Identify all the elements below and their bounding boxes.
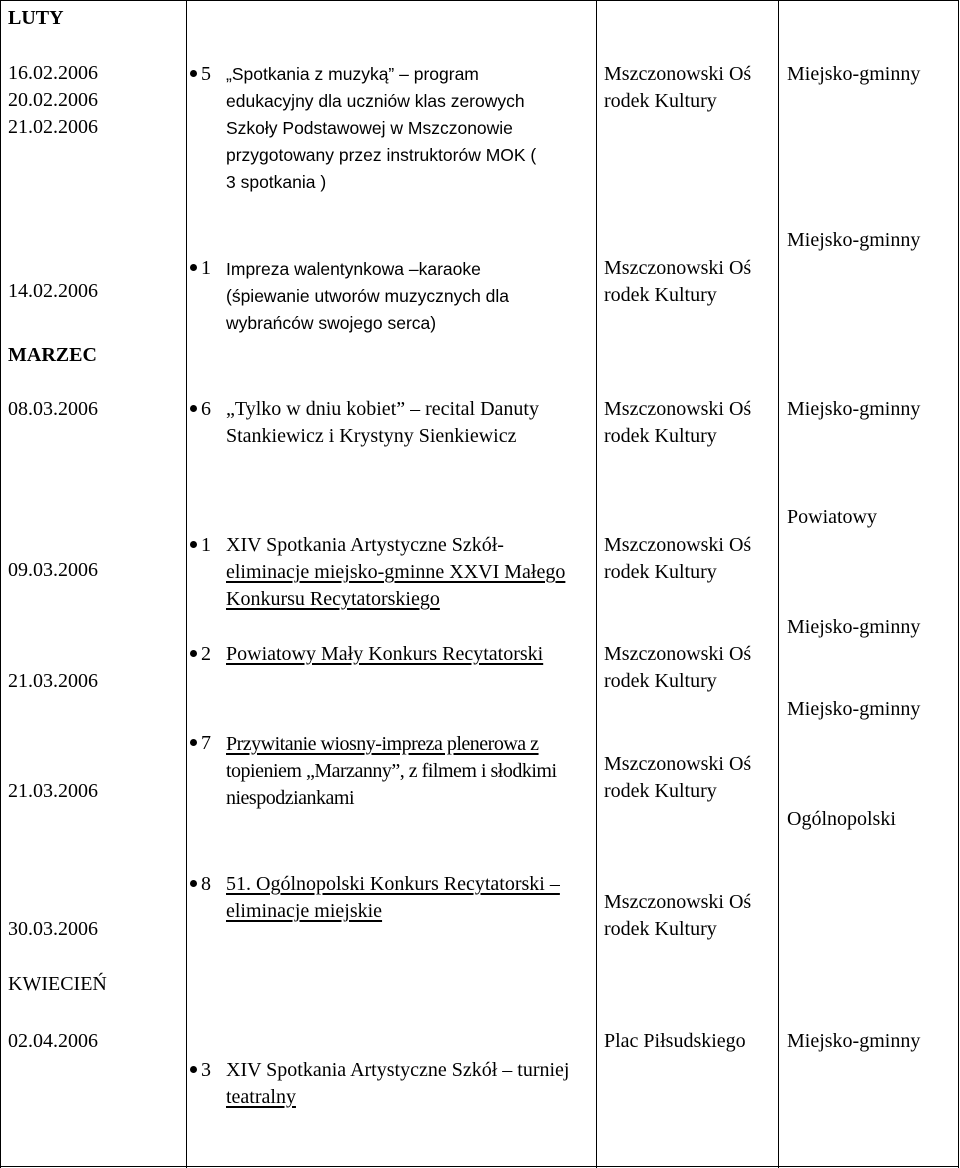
- venue-line: Mszczonowski Oś: [604, 257, 752, 279]
- event-date: 08.03.2006: [8, 398, 98, 420]
- event-date: 21.03.2006: [8, 780, 98, 802]
- venue-line: rodek Kultury: [604, 90, 717, 112]
- event-date: 16.02.2006: [8, 62, 98, 84]
- bullet-icon: [190, 541, 197, 548]
- event-description-line: „Tylko w dniu kobiet” – recital Danuty: [226, 398, 539, 420]
- event-scope: Miejsko-gminny: [787, 63, 921, 85]
- event-description-line: wybrańców swojego serca): [226, 313, 437, 333]
- event-description-line: Szkoły Podstawowej w Mszczonowie: [226, 118, 513, 138]
- event-scope: Powiatowy: [787, 506, 877, 528]
- event-number: 1: [201, 534, 211, 556]
- bullet-icon: [190, 650, 197, 657]
- event-description-line: eliminacje miejskie: [226, 900, 383, 922]
- table-border-bottom: [0, 1166, 959, 1167]
- event-date: 09.03.2006: [8, 559, 98, 581]
- table-border-left: [0, 0, 1, 1168]
- month-heading: LUTY: [8, 7, 64, 29]
- month-heading: MARZEC: [8, 344, 97, 366]
- event-description-line: Konkursu Recytatorskiego: [226, 588, 440, 610]
- event-number: 8: [201, 873, 211, 895]
- event-number: 6: [201, 398, 211, 420]
- column-divider: [186, 0, 187, 1168]
- column-divider: [778, 0, 779, 1168]
- event-description-line: XIV Spotkania Artystyczne Szkół-: [226, 534, 504, 556]
- event-description-line: 3 spotkania ): [226, 172, 327, 192]
- month-heading: KWIECIEŃ: [8, 973, 107, 995]
- event-date: 20.02.2006: [8, 89, 98, 111]
- bullet-icon: [190, 264, 197, 271]
- venue-line: rodek Kultury: [604, 284, 717, 306]
- venue-line: rodek Kultury: [604, 670, 717, 692]
- event-scope: Miejsko-gminny: [787, 398, 921, 420]
- event-number: 3: [201, 1059, 211, 1081]
- venue-line: rodek Kultury: [604, 780, 717, 802]
- column-divider: [596, 0, 597, 1168]
- event-number: 7: [201, 732, 211, 754]
- event-date: 14.02.2006: [8, 280, 98, 302]
- bullet-icon: [190, 70, 197, 77]
- event-date: 02.04.2006: [8, 1030, 98, 1052]
- venue-name: Plac Piłsudskiego: [604, 1030, 746, 1052]
- event-scope: Miejsko-gminny: [787, 616, 921, 638]
- event-number: 1: [201, 257, 211, 279]
- event-scope: Ogólnopolski: [787, 808, 896, 830]
- bullet-icon: [190, 405, 197, 412]
- venue-line: Mszczonowski Oś: [604, 891, 752, 913]
- event-description-line: topieniem „Marzanny”, z filmem i słodkimi: [226, 760, 557, 782]
- event-number: 5: [201, 63, 211, 85]
- venue-line: rodek Kultury: [604, 918, 717, 940]
- event-description-line: edukacyjny dla uczniów klas zerowych: [226, 91, 525, 111]
- venue-line: Mszczonowski Oś: [604, 753, 752, 775]
- event-description-line: eliminacje miejsko-gminne XXVI Małego: [226, 561, 566, 583]
- event-number: 2: [201, 643, 211, 665]
- table-border-top: [0, 0, 959, 1]
- event-description-line: [226, 731, 539, 758]
- event-description-line: „Spotkania z muzyką” – program: [226, 64, 479, 84]
- event-description-line: (śpiewanie utworów muzycznych dla: [226, 286, 510, 306]
- venue-line: rodek Kultury: [604, 425, 717, 447]
- bullet-icon: [190, 880, 197, 887]
- venue-line: Mszczonowski Oś: [604, 534, 752, 556]
- venue-line: rodek Kultury: [604, 561, 717, 583]
- venue-line: Mszczonowski Oś: [604, 398, 752, 420]
- event-title-part: Przywitanie wiosny-impreza plenerowa z: [226, 733, 539, 755]
- bullet-icon: [190, 1066, 197, 1073]
- event-description-line: Stankiewicz i Krystyny Sienkiewicz: [226, 425, 517, 447]
- event-description-line: teatralny: [226, 1086, 296, 1108]
- event-description-line: Powiatowy Mały Konkurs Recytatorski: [226, 643, 544, 665]
- event-description-line: 51. Ogólnopolski Konkurs Recytatorski –: [226, 873, 560, 895]
- table-border-right: [958, 0, 959, 1168]
- event-scope: Miejsko-gminny: [787, 229, 921, 251]
- venue-line: Mszczonowski Oś: [604, 643, 752, 665]
- event-description-line: XIV Spotkania Artystyczne Szkół – turniej: [226, 1059, 570, 1081]
- event-date: 21.03.2006: [8, 670, 98, 692]
- event-date: 30.03.2006: [8, 918, 98, 940]
- event-description-line: niespodziankami: [226, 787, 355, 809]
- event-description-line: Impreza walentynkowa –karaoke: [226, 259, 481, 279]
- bullet-icon: [190, 739, 197, 746]
- venue-line: Mszczonowski Oś: [604, 63, 752, 85]
- event-description-line: przygotowany przez instruktorów MOK (: [226, 145, 537, 165]
- event-date: 21.02.2006: [8, 116, 98, 138]
- event-scope: Miejsko-gminny: [787, 1030, 921, 1052]
- event-scope: Miejsko-gminny: [787, 698, 921, 720]
